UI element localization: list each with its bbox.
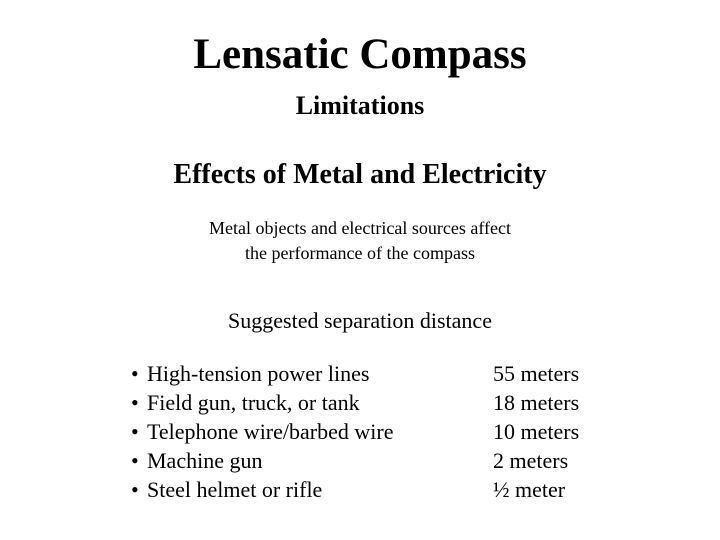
item-distance: 10 meters: [493, 419, 580, 444]
separation-distance-list: [131, 359, 601, 504]
separation-heading: Suggested separation distance: [228, 308, 492, 333]
item-label-cell: [131, 446, 493, 475]
item-label: Telephone wire/barbed wire: [147, 419, 394, 444]
item-label-cell: [131, 388, 493, 417]
item-label-cell: [131, 417, 493, 446]
item-distance: ½ meter: [493, 477, 566, 502]
slide-subtitle: Limitations: [295, 91, 425, 120]
list-item: [131, 388, 601, 417]
list-item: [131, 475, 601, 504]
list-item: [131, 359, 601, 388]
item-distance: 18 meters: [493, 390, 580, 415]
slide-title: Lensatic Compass: [193, 31, 527, 78]
description-line: the performance of the compass: [245, 243, 475, 263]
bullet-icon: •: [131, 361, 139, 386]
description: [0, 216, 720, 266]
item-distance: 55 meters: [493, 361, 580, 386]
item-label-cell: [131, 359, 493, 388]
list-item: [131, 446, 601, 475]
item-label-cell: [131, 475, 493, 504]
description-line: Metal objects and electrical sources affect: [208, 218, 512, 238]
item-distance: 2 meters: [493, 448, 569, 473]
item-label: Steel helmet or rifle: [147, 477, 323, 502]
bullet-icon: •: [131, 477, 139, 502]
item-label: High-tension power lines: [147, 361, 370, 386]
item-label: Field gun, truck, or tank: [147, 390, 360, 415]
bullet-icon: •: [131, 390, 139, 415]
list-item: [131, 417, 601, 446]
section-heading: Effects of Metal and Electricity: [173, 159, 547, 190]
item-label: Machine gun: [147, 448, 263, 473]
bullet-icon: •: [131, 448, 139, 473]
bullet-icon: •: [131, 419, 139, 444]
